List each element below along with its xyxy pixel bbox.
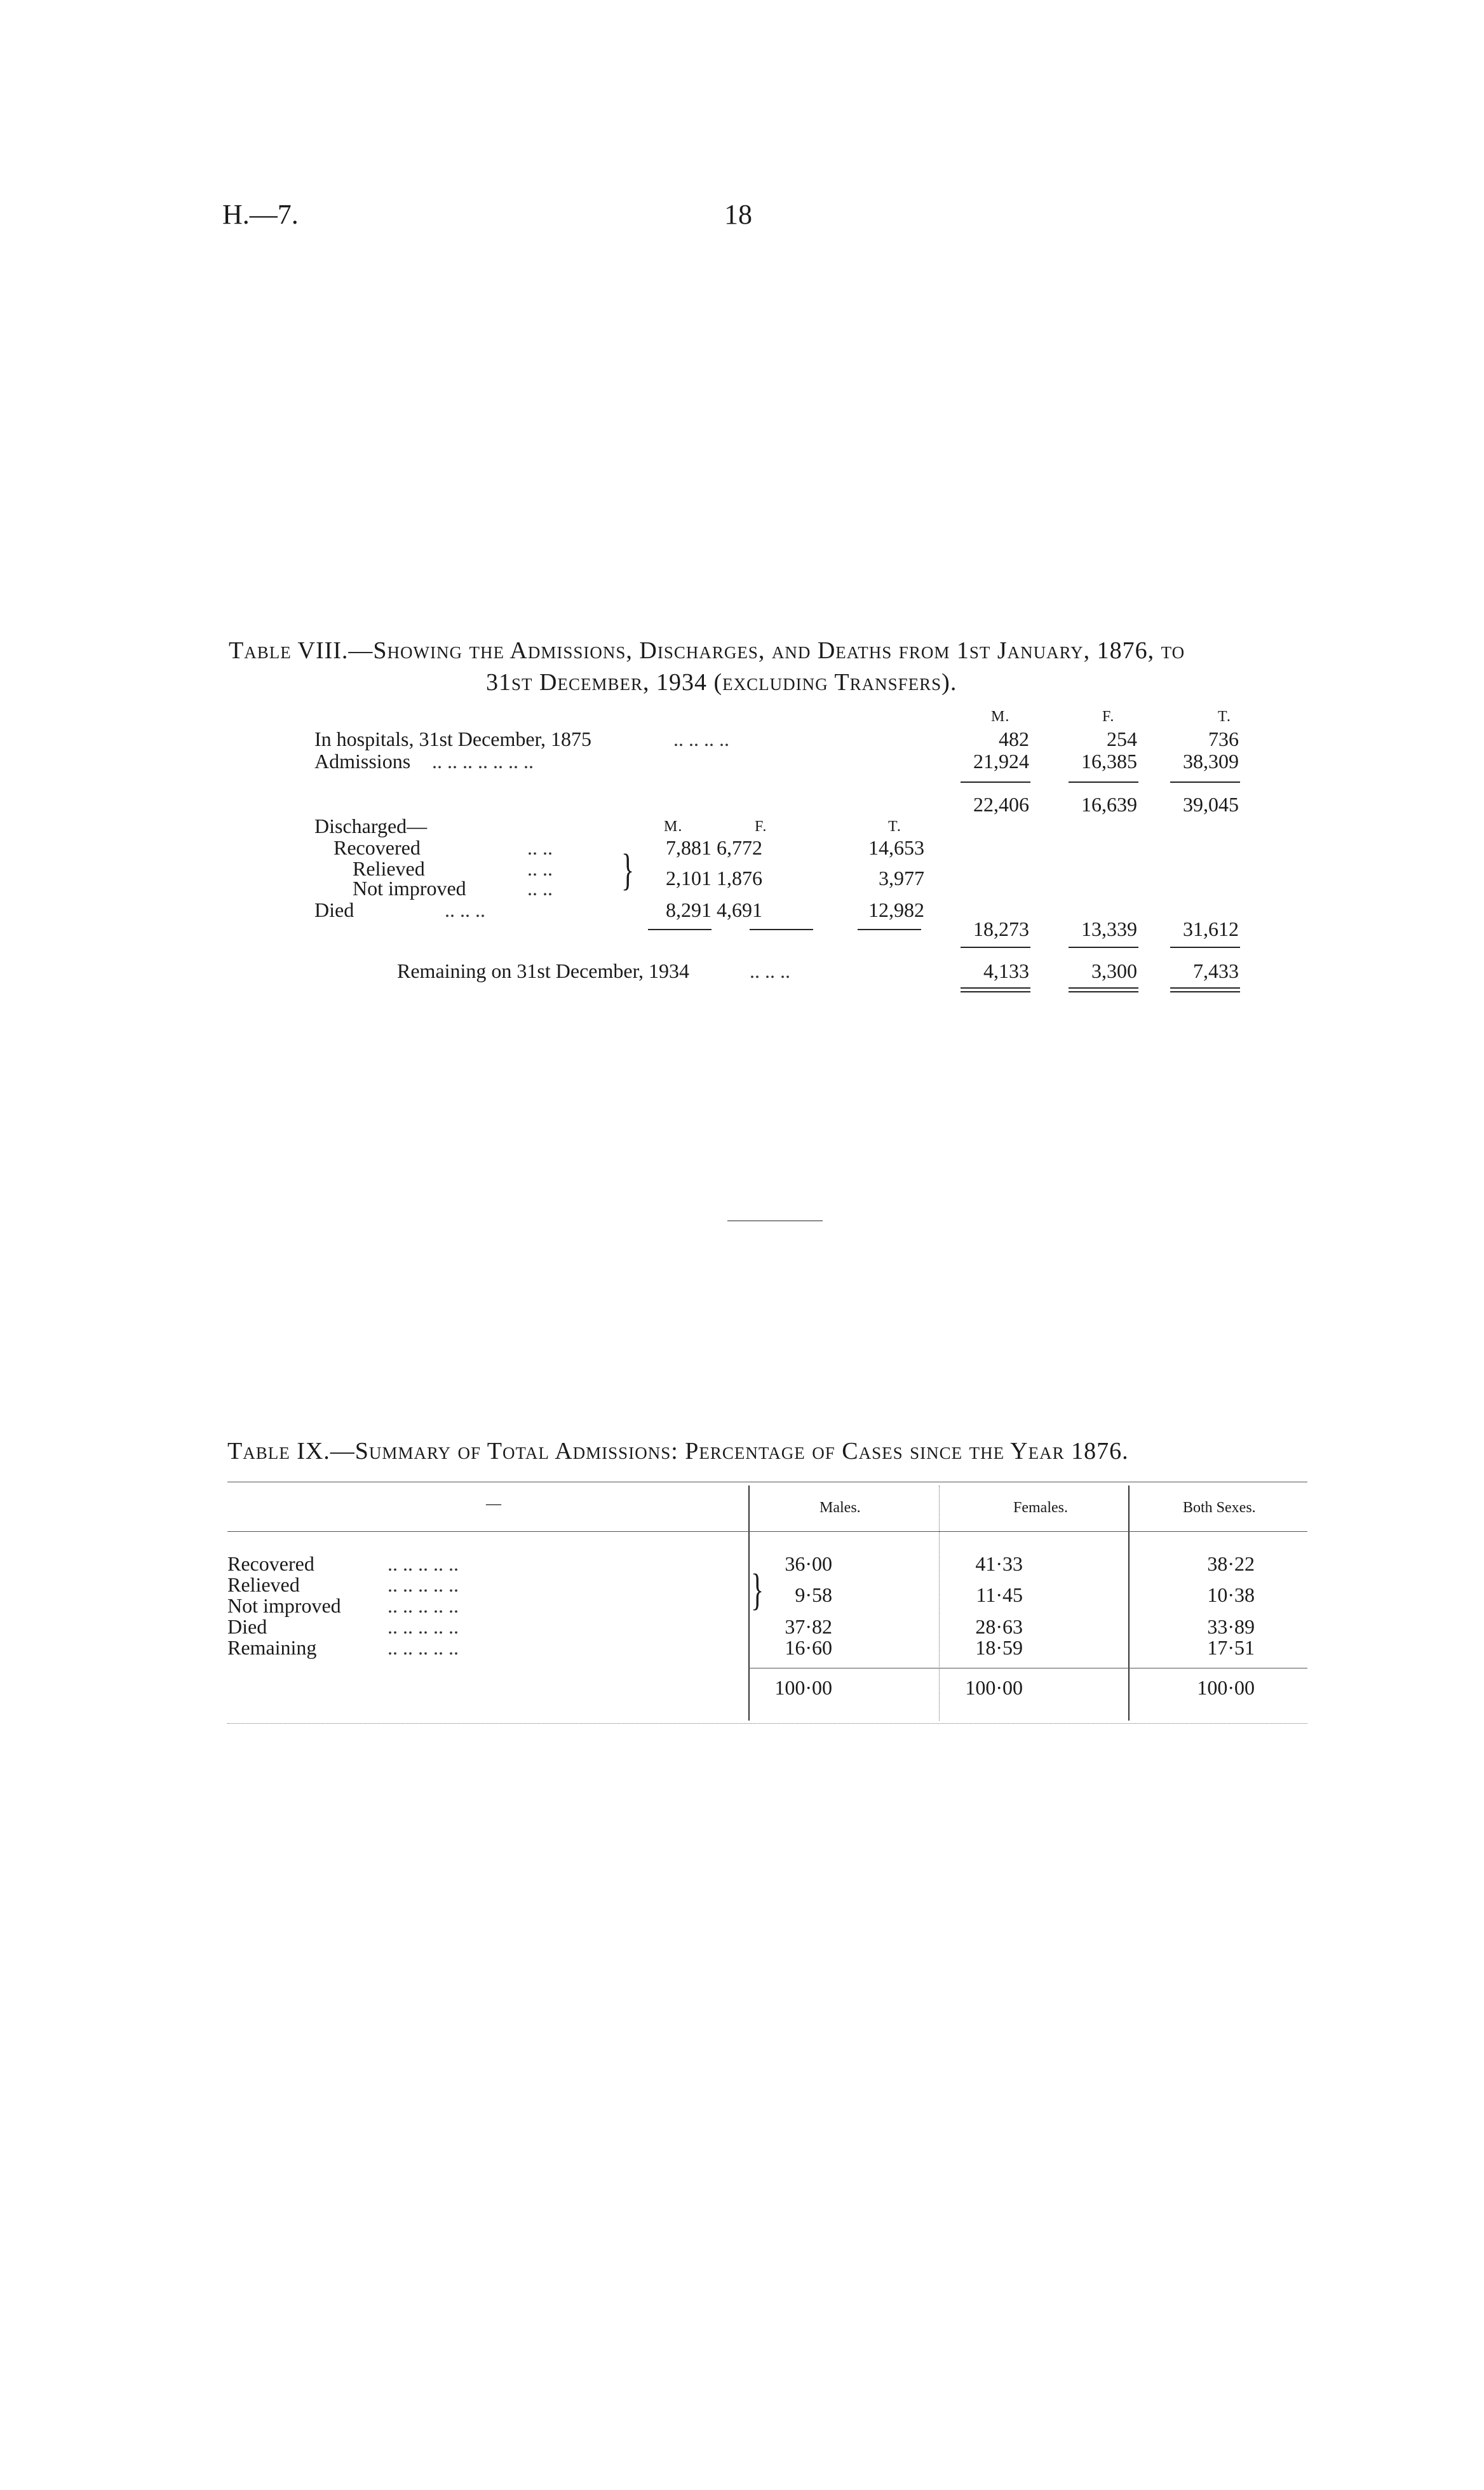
died-t: 12,982 [868, 898, 924, 921]
table9-not-improved-both: 10·38 [1207, 1583, 1255, 1606]
table9-recovered-both: 38·22 [1207, 1552, 1255, 1575]
discharged-col-t: T. [888, 818, 901, 835]
relieved-combined-m: 2,101 [666, 867, 712, 890]
relieved-combined-t: 3,977 [879, 867, 924, 890]
table9-header-rule [227, 1531, 1307, 1532]
rule-sub-m [648, 929, 712, 930]
discharged-col-m: M. [664, 818, 683, 835]
page-number: 18 [724, 199, 752, 230]
total-in-f: 16,639 [1081, 793, 1137, 816]
in-hospitals-m: 482 [999, 727, 1029, 750]
table9-row-relieved-label: Relieved [227, 1573, 300, 1596]
relieved-combined-f: 1,876 [717, 867, 762, 890]
table9-total-males: 100·00 [774, 1676, 832, 1699]
rule-f-2 [1069, 947, 1138, 948]
discharged-col-f: F. [755, 818, 767, 835]
admissions-t: 38,309 [1183, 750, 1239, 773]
rule-sub-f [750, 929, 813, 930]
table8-title-line1: Table VIII.—Showing the Admissions, Discharges, and Deaths from 1st January, 1876, to [229, 637, 1185, 664]
table9-row-not-improved-dots: .. .. .. .. .. [388, 1594, 459, 1617]
table9-row-died-dots: .. .. .. .. .. [388, 1615, 459, 1638]
table9-recovered-females: 41·33 [975, 1552, 1023, 1575]
rule-m-3b [961, 991, 1030, 992]
admissions-label: Admissions [314, 750, 411, 773]
died-f: 4,691 [717, 898, 762, 921]
table9-brace-icon: } [751, 1566, 764, 1614]
rule-m-2 [961, 947, 1030, 948]
rule-m-3a [961, 987, 1030, 989]
died-m: 8,291 [666, 898, 712, 921]
remaining-t: 7,433 [1193, 959, 1239, 982]
table8-col-f: F. [1102, 708, 1115, 725]
table9-col-blank: — [486, 1496, 501, 1512]
in-hospitals-dots: .. .. .. .. [673, 727, 729, 750]
rule-t-3a [1170, 987, 1240, 989]
admissions-dots: .. .. .. .. .. .. .. [432, 750, 534, 773]
recovered-dots: .. .. [527, 836, 553, 859]
died-dots: .. .. .. [445, 898, 485, 921]
remaining-f: 3,300 [1091, 959, 1137, 982]
table9-remaining-both: 17·51 [1207, 1636, 1255, 1659]
remaining-m: 4,133 [983, 959, 1029, 982]
total-in-m: 22,406 [973, 793, 1029, 816]
table9-not-improved-males: 9·58 [795, 1583, 832, 1606]
not-improved-label: Not improved [353, 877, 466, 900]
rule-m-1 [961, 782, 1030, 783]
rule-t-3b [1170, 991, 1240, 992]
rule-f-3a [1069, 987, 1138, 989]
rule-f-3b [1069, 991, 1138, 992]
rule-sub-t [858, 929, 921, 930]
remaining-dots: .. .. .. [750, 959, 790, 982]
recovered-label: Recovered [334, 836, 421, 859]
relieved-dots: .. .. [527, 857, 553, 880]
not-improved-dots: .. .. [527, 877, 553, 900]
rule-t-2 [1170, 947, 1240, 948]
table9-recovered-males: 36·00 [785, 1552, 832, 1575]
table9-row-recovered-label: Recovered [227, 1552, 314, 1575]
relieved-label: Relieved [353, 857, 425, 880]
table9-col-males: Males. [820, 1499, 861, 1516]
discharged-label: Discharged— [314, 815, 428, 837]
total-in-t: 39,045 [1183, 793, 1239, 816]
table9-row-relieved-dots: .. .. .. .. .. [388, 1573, 459, 1596]
document-reference: H.—7. [222, 199, 299, 230]
table9-row-recovered-dots: .. .. .. .. .. [388, 1552, 459, 1575]
recovered-t: 14,653 [868, 836, 924, 859]
table9-died-males: 37·82 [785, 1615, 832, 1638]
admissions-m: 21,924 [973, 750, 1029, 773]
table9-died-both: 33·89 [1207, 1615, 1255, 1638]
table9-vrule-3 [1128, 1485, 1130, 1721]
admissions-f: 16,385 [1081, 750, 1137, 773]
table9-remaining-males: 16·60 [785, 1636, 832, 1659]
table8-col-t: T. [1218, 708, 1231, 725]
table9-row-died-label: Died [227, 1615, 267, 1638]
table9-row-not-improved-label: Not improved [227, 1594, 341, 1617]
in-hospitals-t: 736 [1208, 727, 1239, 750]
total-out-t: 31,612 [1183, 917, 1239, 940]
remaining-label: Remaining on 31st December, 1934 [397, 959, 689, 982]
table8-title-line2: 31st December, 1934 (excluding Transfers). [486, 669, 957, 696]
table9-bottom-rule [227, 1723, 1307, 1724]
table9-died-females: 28·63 [975, 1615, 1023, 1638]
total-out-m: 18,273 [973, 917, 1029, 940]
in-hospitals-f: 254 [1107, 727, 1137, 750]
table9-row-remaining-label: Remaining [227, 1636, 317, 1659]
table9-not-improved-females: 11·45 [976, 1583, 1023, 1606]
right-brace-icon: } [621, 846, 635, 895]
rule-t-1 [1170, 782, 1240, 783]
table9-remaining-females: 18·59 [975, 1636, 1023, 1659]
table8-col-m: M. [991, 708, 1010, 725]
table9-total-females: 100·00 [965, 1676, 1023, 1699]
table9-total-both: 100·00 [1197, 1676, 1255, 1699]
rule-f-1 [1069, 782, 1138, 783]
in-hospitals-label: In hospitals, 31st December, 1875 [314, 727, 591, 750]
table9-title: Table IX.—Summary of Total Admissions: Percentage of Cases since the Year 1876. [227, 1438, 1129, 1465]
died-label: Died [314, 898, 354, 921]
table9-col-females: Females. [1013, 1499, 1068, 1516]
recovered-f: 6,772 [717, 836, 762, 859]
table9-col-both: Both Sexes. [1183, 1499, 1256, 1516]
total-out-f: 13,339 [1081, 917, 1137, 940]
recovered-m: 7,881 [666, 836, 712, 859]
table9-row-remaining-dots: .. .. .. .. .. [388, 1636, 459, 1659]
